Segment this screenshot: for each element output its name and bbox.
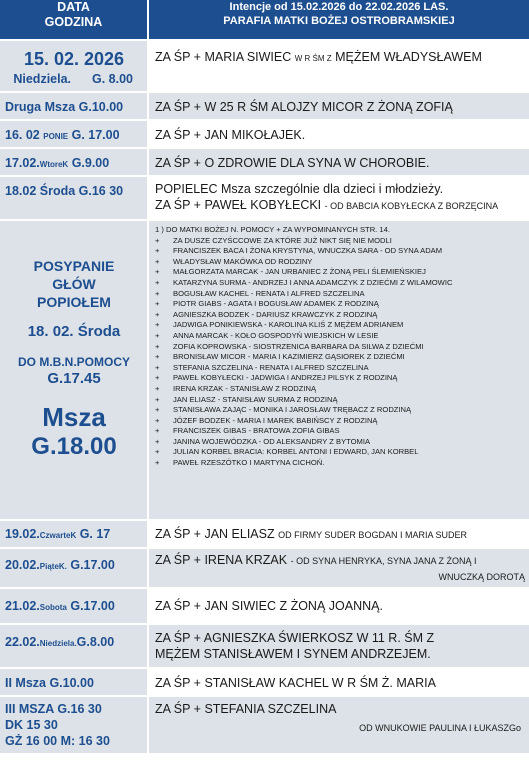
list-item-text: ANNA MARCAK - KOŁO GOSPODYŃ WIEJSKICH W LESIE — [173, 330, 379, 340]
list-item — [155, 363, 525, 374]
row-label — [5, 634, 143, 652]
list-item — [155, 267, 525, 278]
list-item — [155, 299, 525, 310]
plus-marker: + — [155, 362, 160, 372]
list-item — [155, 458, 525, 469]
plus-marker: + — [155, 320, 160, 330]
list-item-text: BOGUSŁAW KACHEL - RENATA I ALFRED SZCZELINA — [173, 288, 365, 298]
row-date-cell — [0, 588, 148, 624]
table-row — [0, 548, 529, 588]
ash-mbn-time: G.17.45 — [47, 370, 101, 387]
row-intention-cell — [148, 176, 529, 220]
row-label — [5, 557, 143, 575]
row-label-day: PiątеK. — [39, 562, 67, 571]
plus-marker: + — [155, 383, 160, 393]
row-label-date: 16. 02 — [5, 128, 44, 142]
list-item-text: BRONISŁAW MICOR - MARIA I KAZIMIERZ GĄSIOREK Z DZIEĆMI — [173, 352, 405, 362]
intention-text: ZA ŚP + IRENA KRZAK — [155, 553, 291, 567]
list-item — [155, 331, 525, 342]
intention-text: ZA ŚP + JAN SIWIEC Z ŻONĄ JOANNĄ. — [155, 599, 383, 613]
row-date-cell — [0, 548, 148, 588]
list-item-text: STANISŁAWA ZAJĄC - MONIKA I JAROSŁAW TRĘBACZ Z RODZINĄ — [173, 405, 412, 415]
plus-marker: + — [155, 277, 160, 287]
intention-text: ZA ŚP + O ZDROWIE DLA SYNA W CHOROBIE. — [155, 156, 430, 170]
intention-donor: - OD BABCIA KOBYŁECKA Z BORZĘCINA — [324, 201, 499, 211]
list-item-text: FRANCISZEK GIBAS - BRATOWA ZOFIA GIBAS — [173, 426, 340, 436]
row-intention-cell — [148, 120, 529, 148]
intention-text: ZA ŚP + MARIA SIWIEC — [155, 50, 295, 64]
row-intention-cell — [148, 520, 529, 548]
list-item-text: PAWEŁ RZESZÓTKO I MARTYNA CICHOŃ. — [173, 458, 325, 468]
list-item-text: IRENA KRZAK - STANISŁAW Z RODZINĄ — [173, 383, 317, 393]
ash-title-line: GŁÓW — [52, 276, 96, 292]
plus-marker: + — [155, 246, 160, 256]
row-label: GŻ 16 00 M: 16 30 — [5, 734, 110, 748]
row-label: Druga Msza G.10.00 — [5, 100, 124, 114]
list-item — [155, 342, 525, 353]
list-item — [155, 395, 525, 406]
row-intention-cell — [148, 668, 529, 696]
table-row — [0, 668, 529, 696]
list-item-text: FRANCISZEK BACA I ŻONA KRYSTYNA, WNUCZKA SARA - OD SYNA ADAM — [173, 246, 443, 256]
row-intention-cell — [148, 220, 529, 520]
row-label — [5, 127, 143, 145]
row-label: II Msza G.10.00 — [5, 676, 94, 690]
list-item-text: PIOTR GIABS - AGATA I BOGUSŁAW ADAMEK Z RODZINĄ — [173, 299, 379, 309]
plus-marker: + — [155, 436, 160, 446]
intention-line: ZA ŚP + AGNIESZKA ŚWIERKOSZ W 11 R. ŚM Z — [155, 631, 435, 645]
header-date-time — [0, 0, 148, 40]
list-item — [155, 278, 525, 289]
plus-marker: + — [155, 235, 160, 245]
intention-line: MĘŻEM STANISŁAWEM I SYNEM ANDRZEJEM. — [155, 647, 431, 661]
row-label-date: 20.02. — [5, 558, 40, 572]
list-item — [155, 384, 525, 395]
intention-text: ZA ŚP + JAN ELIASZ — [155, 527, 279, 541]
plus-marker: + — [155, 426, 160, 436]
list-item-text: KATARZYNA SURMA - ANDRZEJ I ANNA ADAMCZYK Z DZIEĆMI Z WILAMOWIC — [173, 277, 453, 287]
intention-line — [155, 552, 525, 569]
intention-text-end: MĘŻEM WŁADYSŁAWEM — [331, 50, 482, 64]
row-date-cell — [0, 148, 148, 176]
plus-marker: + — [155, 341, 160, 351]
row-label: 18.02 Środa G.16 30 — [5, 184, 124, 198]
plus-marker: + — [155, 458, 160, 468]
row-intention-cell — [148, 548, 529, 588]
list-item — [155, 225, 525, 236]
row-label-day: CzwarteK — [39, 531, 77, 540]
plus-marker: + — [155, 373, 160, 383]
list-item-text: JANINA WOJEWÓDZKA - OD ALEKSANDRY Z BYTOMIA — [173, 436, 371, 446]
list-item — [155, 405, 525, 416]
ash-msza: Msza — [42, 402, 106, 432]
row-label — [5, 526, 143, 544]
intention-donor-end: WNUCZKĄ DOROTĄ — [438, 572, 525, 582]
header-godzina-label: GODZINA — [44, 15, 103, 29]
list-item — [155, 257, 525, 268]
intention-text: ZA ŚP + STANISŁAW KACHEL W R ŚM Ż. MARIA — [155, 676, 436, 690]
row-label — [5, 155, 143, 173]
intention-line: POPIELEC Msza szczególnie dla dzieci i młodzieży. — [155, 182, 444, 196]
intention-line — [155, 197, 525, 214]
plus-marker: + — [155, 352, 160, 362]
list-item — [155, 310, 525, 321]
list-item — [155, 373, 525, 384]
table-row — [0, 588, 529, 624]
list-item-text: PAWEŁ KOBYŁECKI - JADWIGA I ANDRZEJ PILSYK Z RODZINĄ — [173, 373, 398, 383]
intention-small-text: W R ŚM Z — [294, 54, 332, 63]
row-time: G. 8.00 — [92, 72, 133, 86]
header-parish-name: PARAFIA MATKI BOŻEJ OSTROBRAMSKIEJ — [223, 15, 455, 27]
list-item — [155, 447, 525, 458]
row-label-date: 21.02. — [5, 599, 40, 613]
row-intention-cell — [148, 92, 529, 120]
row-date-cell — [0, 176, 148, 220]
list-item — [155, 246, 525, 257]
plus-marker: + — [155, 288, 160, 298]
row-label-day: WtoreK — [39, 160, 69, 169]
table-row — [0, 520, 529, 548]
row-label-date: 17.02. — [5, 156, 40, 170]
row-date-cell — [0, 696, 148, 754]
plus-marker: + — [155, 415, 160, 425]
row-label: III MSZA G.16 30 — [5, 702, 102, 716]
row-label-date: 19.02. — [5, 527, 40, 541]
intention-donor: OD WNUKOWIE PAULINA I ŁUKASZGo — [359, 723, 521, 733]
plus-marker: + — [155, 309, 160, 319]
list-item-text: JAN ELIASZ - STANISŁAW SURMA Z RODZINĄ — [173, 394, 338, 404]
plus-marker: + — [155, 330, 160, 340]
table-row — [0, 92, 529, 120]
list-item — [155, 352, 525, 363]
intention-line: ZA ŚP + STEFANIA SZCZELINA — [155, 702, 337, 716]
intention-text: ZA ŚP + PAWEŁ KOBYŁECKI — [155, 198, 325, 212]
plus-marker: + — [155, 299, 160, 309]
list-item — [155, 426, 525, 437]
row-date-cell — [0, 220, 148, 520]
row-day-time — [5, 72, 143, 86]
row-day: Niedziela. — [13, 72, 72, 86]
list-item — [155, 320, 525, 331]
row-label-time: G.8.00 — [76, 635, 115, 649]
ash-msza-time: G.18.00 — [31, 433, 117, 460]
table-row — [0, 176, 529, 220]
table-row — [0, 624, 529, 668]
row-date: 15. 02. 2026 — [23, 49, 125, 69]
ash-title-line: POSYPANIE — [33, 258, 115, 274]
list-item-text: ZA DUSZE CZYŚCCOWE ZA KTÓRE JUŻ NIKT SIĘ NIE MODLI — [173, 235, 392, 245]
list-item-text: WŁADYSŁAW MAKÓWKA OD RODZINY — [173, 256, 313, 266]
ash-date: 18. 02. Środa — [27, 323, 121, 340]
header-data-label: DATA — [57, 0, 90, 14]
row-intention-cell — [148, 696, 529, 754]
header-title — [148, 0, 529, 40]
row-label-time: G.17.00 — [66, 558, 115, 572]
row-intention-cell — [148, 624, 529, 668]
ash-title-line: POPIOŁEM — [37, 294, 111, 310]
row-intention-cell — [148, 148, 529, 176]
plus-marker: + — [155, 394, 160, 404]
list-item-text: JÓZEF BODZEK - MARIA I MAREK BABIŃSCY Z RODZINĄ — [173, 415, 378, 425]
table-row — [0, 220, 529, 520]
table-row — [0, 40, 529, 92]
intention-text: ZA ŚP + W 25 R ŚM ALOJZY MICOR Z ŻONĄ ZOFIĄ — [155, 100, 453, 114]
row-date-cell — [0, 92, 148, 120]
table-row — [0, 696, 529, 754]
row-label-day: Sobota — [39, 603, 67, 612]
row-date-cell — [0, 624, 148, 668]
row-label-day: Niedziela. — [39, 639, 77, 648]
intentions-list — [155, 225, 525, 469]
row-label-day: PONIE — [43, 132, 69, 141]
plus-marker: + — [155, 447, 160, 457]
row-date-cell — [0, 668, 148, 696]
list-item — [155, 289, 525, 300]
row-label: DK 15 30 — [5, 718, 58, 732]
plus-marker: + — [155, 267, 160, 277]
list-item — [155, 437, 525, 448]
intention-donor: - OD SYNA HENRYKA, SYNA JANA Z ŻONĄ I — [290, 556, 477, 566]
table-header — [0, 0, 529, 40]
row-intention-cell — [148, 40, 529, 92]
row-label — [5, 598, 143, 616]
row-label-time: G.9.00 — [68, 156, 110, 170]
list-item-text: 1 ) DO MATKI BOŻEJ N. POMOCY + ZA WYPOMINANYCH STR. 14. — [155, 225, 390, 234]
row-date-cell — [0, 40, 148, 92]
row-intention-cell — [148, 588, 529, 624]
intention-text: ZA ŚP + JAN MIKOŁAJEK. — [155, 128, 306, 142]
intention-donor: OD FIRMY SUDER BOGDAN I MARIA SUDER — [278, 530, 467, 540]
plus-marker: + — [155, 256, 160, 266]
list-item-text: MAŁGORZATA MARCAK - JAN URBANIEC Z ŻONĄ PELI ŚLEMIEŃSKIEJ — [173, 267, 426, 277]
list-item-text: ZOFIA KOPROWSKA - SIOSTRZENICA BARBARA DA SILWA Z DZIEĆMI — [173, 341, 424, 351]
row-date-cell — [0, 120, 148, 148]
list-item-text: JULIAN KORBEL BRACIA: KORBEL ANTONI I EDWARD, JAN KORBEL — [173, 447, 419, 457]
list-item-text: JADWIGA PONIKIEWSKA - KAROLINA KLIŚ Z MĘŻEM ADRIANEM — [173, 320, 404, 330]
row-date-cell — [0, 520, 148, 548]
list-item — [155, 416, 525, 427]
header-intentions-range: Intencje od 15.02.2026 do 22.02.2026 LAS. — [229, 1, 449, 13]
ash-mbn: DO M.B.N.POMOCY — [17, 355, 130, 369]
row-label-time: G.17.00 — [66, 599, 115, 613]
plus-marker: + — [155, 405, 160, 415]
list-item — [155, 236, 525, 247]
row-label-time: G. 17.00 — [68, 128, 120, 142]
row-label-time: G. 17 — [76, 527, 111, 541]
list-item-text: STEFANIA SZCZELINA - RENATA I ALFRED SZCZELINA — [173, 362, 369, 372]
row-label-date: 22.02. — [5, 635, 40, 649]
table-row — [0, 120, 529, 148]
list-item-text: AGNIESZKA BODZEK - DARIUSZ KRAWCZYK Z RODZINĄ — [173, 309, 378, 319]
table-row — [0, 148, 529, 176]
